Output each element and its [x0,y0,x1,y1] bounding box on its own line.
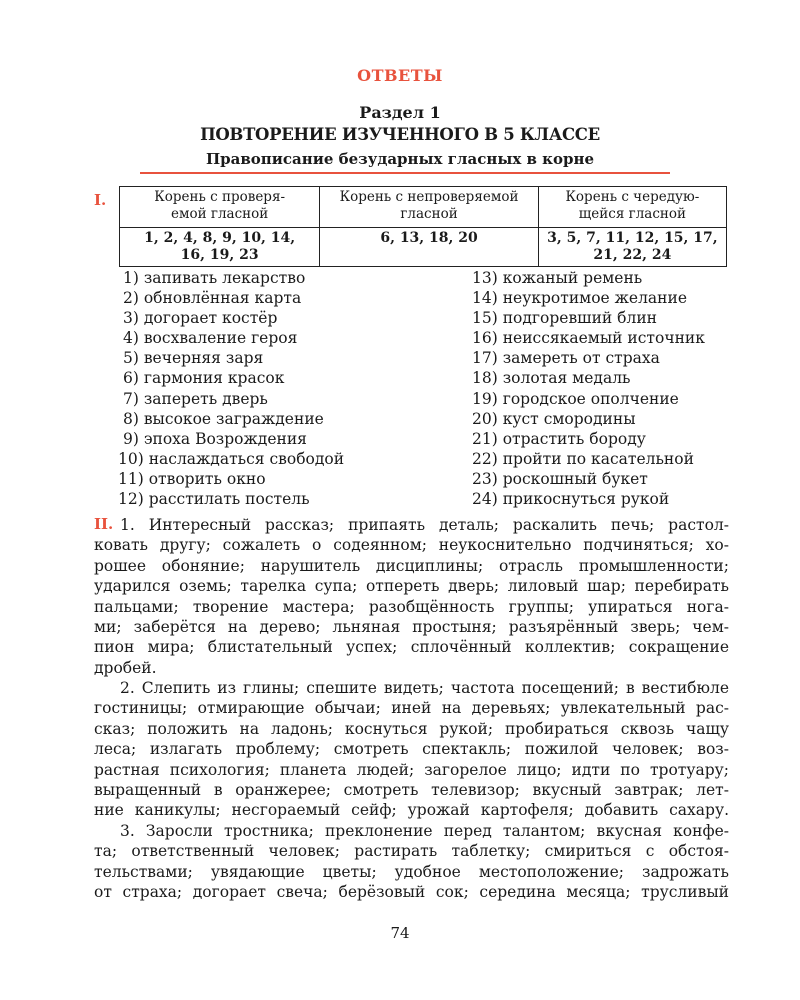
text-line: ми; заберётся на дерево; льняная простыня; разъярённый зверь; чем- [94,617,729,636]
topic-title: Правописание безударных гласных в корне [205,150,595,168]
section-number: Раздел 1 [359,103,441,122]
text-line: 1. Интересный рассказ; припаять деталь; раскалить печь; растол- [120,516,729,534]
table-header-unchecked: Корень с непроверяемой гласной [320,187,539,228]
text-line: леса; излагать проблему; смотреть спектакль; пожилой человек; воз- [94,740,729,759]
text-line: сказ; положить на ладонь; коснуться рукой; пробираться сквозь чащу [94,719,729,738]
text-line: рошее обоняние; нарушитель дисциплины; отрасль промышленности; [94,556,729,575]
text-line: растная психология; планета людей; загорелое лицо; идти по тротуару; [94,760,729,779]
text-line: пальцами; творение мастера; разобщённость группы; упираться нога- [94,597,729,616]
text-line: пион мира; блистательный успех; сплочённый коллектив; сокращение [94,638,729,657]
task-1-number: I. [94,191,107,209]
task-2-number: II. [94,515,114,533]
list-item: 3) догорает костёр [123,309,278,328]
table-header-alternating: Корень с чередую- щейся гласной [538,187,726,228]
table-cell-alternating: 3, 5, 7, 11, 12, 15, 17, 21, 22, 24 [538,228,726,267]
list-item: 1) запивать лекарство [123,269,306,287]
phrase-list-left [118,268,344,509]
list-item: 21) отрастить бороду [472,429,646,448]
root-classification-table [119,186,727,267]
text-line: ние каникулы; несгораемый сейф; урожай картофеля; добавить сахару. [94,801,729,820]
table-cell-checked: 1, 2, 4, 8, 9, 10, 14, 16, 19, 23 [120,228,320,267]
list-item: 15) подгоревший блин [472,309,658,328]
list-item: 14) неукротимое желание [472,289,688,308]
list-item: 24) прикоснуться рукой [472,490,670,509]
section-title: ПОВТОРЕНИЕ ИЗУЧЕННОГО В 5 КЛАССЕ [200,125,600,144]
list-item: 12) расстилать постель [118,490,310,509]
list-item: 4) восхваление героя [123,329,298,348]
list-item: 18) золотая медаль [472,369,631,388]
text-line: дробей. [94,658,157,677]
topic-underline [140,172,670,174]
task-2-paragraph-1 [94,515,729,678]
task-2-paragraph-2 [94,678,729,821]
task-2-paragraph-3 [94,821,729,903]
page-number: 74 [390,924,410,942]
list-item: 5) вечерняя заря [123,349,264,368]
text-line: от страха; догорает свеча; берёзовый сок; середина месяца; трусливый [94,883,729,902]
list-item: 16) неиссякаемый источник [472,329,705,348]
text-line: ковать другу; сожалеть о содеянном; неукоснительно подчиняться; хо- [94,536,729,555]
text-line: тельствами; увядающие цветы; удобное местоположение; задрожать [94,862,729,881]
text-line: та; ответственный человек; растирать таблетку; смириться с обстоя- [94,842,729,861]
list-item: 11) отворить окно [118,469,266,488]
text-line: 3. Заросли тростника; преклонение перед талантом; вкусная конфе- [120,822,729,840]
text-line: гостиницы; отмирающие обычаи; иней на деревьях; увлекательный рас- [94,699,729,718]
list-item: 22) пройти по касательной [472,449,694,468]
list-item: 6) гармония красок [123,369,285,388]
answers-heading: ОТВЕТЫ [357,66,443,85]
list-item: 13) кожаный ремень [472,269,643,287]
text-line: выращенный в оранжерее; смотреть телевизор; вкусный завтрак; лет- [94,780,729,799]
text-line: ударился оземь; тарелка супа; отпереть дверь; лиловый шар; перебирать [94,577,729,596]
list-item: 2) обновлённая карта [123,289,302,308]
text-line: 2. Слепить из глины; спешите видеть; частота посещений; в вестибюле [120,679,729,697]
table-header-checked: Корень с проверя- емой гласной [120,187,320,228]
list-item: 17) замереть от страха [472,349,660,368]
table-cell-unchecked: 6, 13, 18, 20 [320,228,539,267]
list-item: 8) высокое заграждение [123,409,324,428]
list-item: 7) запереть дверь [123,389,268,408]
phrase-list-right [472,268,705,509]
list-item: 20) куст смородины [472,409,636,428]
list-item: 23) роскошный букет [472,469,648,488]
list-item: 19) городское ополчение [472,389,679,408]
list-item: 10) наслаждаться свободой [118,449,345,468]
list-item: 9) эпоха Возрождения [123,429,307,448]
